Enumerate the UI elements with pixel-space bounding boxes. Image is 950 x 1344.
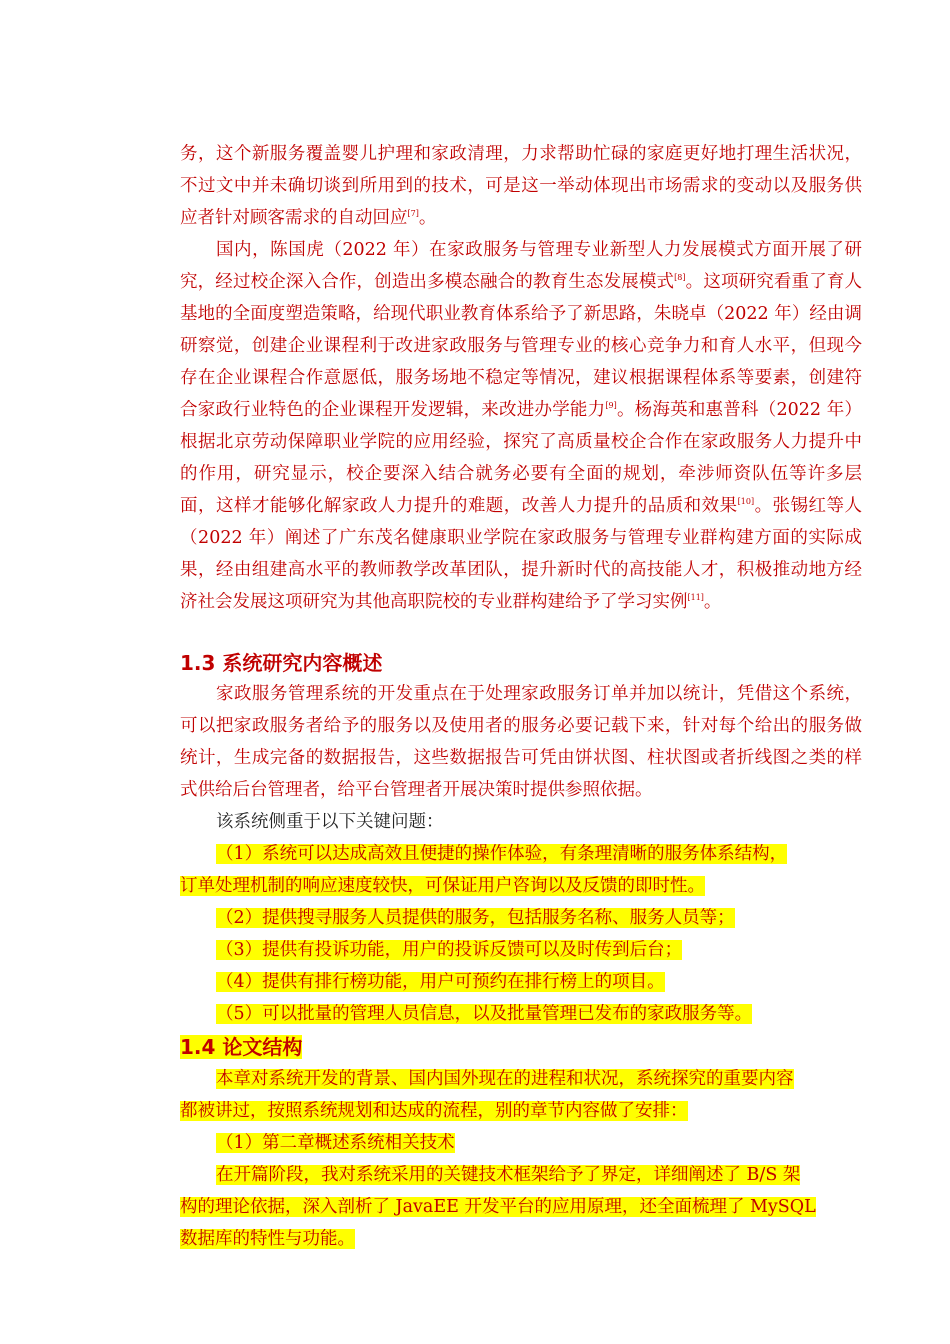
paragraph-text: 都被讲过，按照系统规划和达成的流程，别的章节内容做了安排： (180, 1101, 688, 1121)
paragraph-text: 数据库的特性与功能。 (180, 1229, 355, 1249)
list-item-5 (180, 998, 862, 1030)
paragraph-key-issues-intro: 该系统侧重于以下关键问题： (216, 812, 444, 832)
paragraph-text: （1）第二章概述系统相关技术 (216, 1133, 455, 1153)
citation-ref: [7] (407, 209, 419, 219)
citation-ref: [11] (687, 593, 704, 603)
paragraph-text: 。 (703, 592, 722, 612)
list-item-1 (180, 838, 862, 870)
paragraph-text: 国内，陈国虎（2022 年）在家政服务与管理专业新型人力发展模式方面开展了研究，经过校企深入合作，创造出多模态融合的教育生态发展模式 (180, 240, 862, 292)
paragraph-text: 本章对系统开发的背景、国内国外现在的进程和状况，系统探究的重要内容 (216, 1069, 794, 1089)
list-item-1-cont (180, 870, 862, 902)
paragraph-text: 务，这个新服务覆盖婴儿护理和家政清理，力求帮助忙碌的家庭更好地打理生活状况，不过文中并未确切谈到所用到的技术，可是这一举动体现出市场需求的变动以及服务供应者针对顾客需求的自动回应 (180, 144, 862, 228)
citation-ref: [10] (737, 497, 755, 507)
paragraph-domestic-research (180, 234, 862, 618)
paragraph-structure-intro-cont (180, 1095, 862, 1127)
section-heading-1-4 (180, 1032, 302, 1062)
paragraph-text: 。张锡红等人（2022 年）阐述了广东茂名健康职业学院在家政服务与管理专业群构建方面的实际成果，经由组建高水平的教师教学改革团队，提升新时代的高技能人才，积极推动地方经济社会发展这项研究为其他高职院校的专业群构建给予了学习实例 (180, 496, 863, 612)
list-item-text: （3）提供有投诉功能，用户的投诉反馈可以及时传到后台； (216, 940, 683, 960)
paragraph-text: 构的理论依据，深入剖析了 JavaEE 开发平台的应用原理，还全面梳理了 MySQL (180, 1197, 816, 1217)
list-item-text: 订单处理机制的响应速度较快，可保证用户咨询以及反馈的即时性。 (180, 876, 705, 896)
paragraph-text: 。 (418, 208, 437, 228)
paragraph-text: 。杨海英和惠普科（2022 年）根据北京劳动保障职业学院的应用经验，探究了高质量校企合作在家政服务人力提升中的作用，研究显示，校企要深入结合就务必要有全面的规划，牵涉师资队伍等许多层面，这样才能够化解家政人力提升的难题，改善人力提升的品质和效果 (180, 400, 862, 516)
paragraph-intl-research (180, 138, 862, 234)
list-item-text: （5）可以批量的管理人员信息，以及批量管理已发布的家政服务等。 (216, 1004, 753, 1024)
list-item-3 (180, 934, 862, 966)
chapter-2-title (180, 1127, 862, 1159)
paragraph-system-overview: 家政服务管理系统的开发重点在于处理家政服务订单并加以统计，凭借这个系统，可以把家政服务者给予的服务以及使用者的服务必要记载下来，针对每个给出的服务做统计，生成完备的数据报告，这些数据报告可凭由饼状图、柱状图或者折线图之类的样式供给后台管理者，给平台管理者开展决策时提供参照依据。 (180, 684, 862, 800)
section-heading-1-3: 1.3 系统研究内容概述 (180, 651, 383, 675)
list-item-text: （4）提供有排行榜功能，用户可预约在排行榜上的项目。 (216, 972, 665, 992)
citation-ref: [8] (674, 273, 686, 283)
paragraph-chapter-2-end (180, 1223, 862, 1255)
paragraph-structure-intro (180, 1063, 862, 1095)
paragraph-chapter-2-cont (180, 1191, 862, 1223)
paragraph-chapter-2 (180, 1159, 862, 1191)
paragraph-text: 在开篇阶段，我对系统采用的关键技术框架给予了界定，详细阐述了 B/S 架 (216, 1165, 801, 1185)
citation-ref: [9] (605, 401, 617, 411)
heading-text: 1.4 论文结构 (180, 1035, 303, 1059)
list-item-4 (180, 966, 862, 998)
paragraph-text: 。这项研究看重了育人基地的全面度塑造策略，给现代职业教育体系给予了新思路，朱晓卓（2022 年）经由调研察觉，创建企业课程利于改进家政服务与管理专业的核心竞争力和育人水平，但现今存在企业课程合作意愿低，服务场地不稳定等情况，建议根据课程体系等要素，创建符合家政行业特色的企业课程开发逻辑，来改进办学能力 (180, 272, 863, 420)
list-item-text: （2）提供搜寻服务人员提供的服务，包括服务名称、服务人员等； (216, 908, 735, 928)
list-item-text: （1）系统可以达成高效且便捷的操作体验，有条理清晰的服务体系结构， (216, 844, 788, 864)
list-item-2 (180, 902, 862, 934)
